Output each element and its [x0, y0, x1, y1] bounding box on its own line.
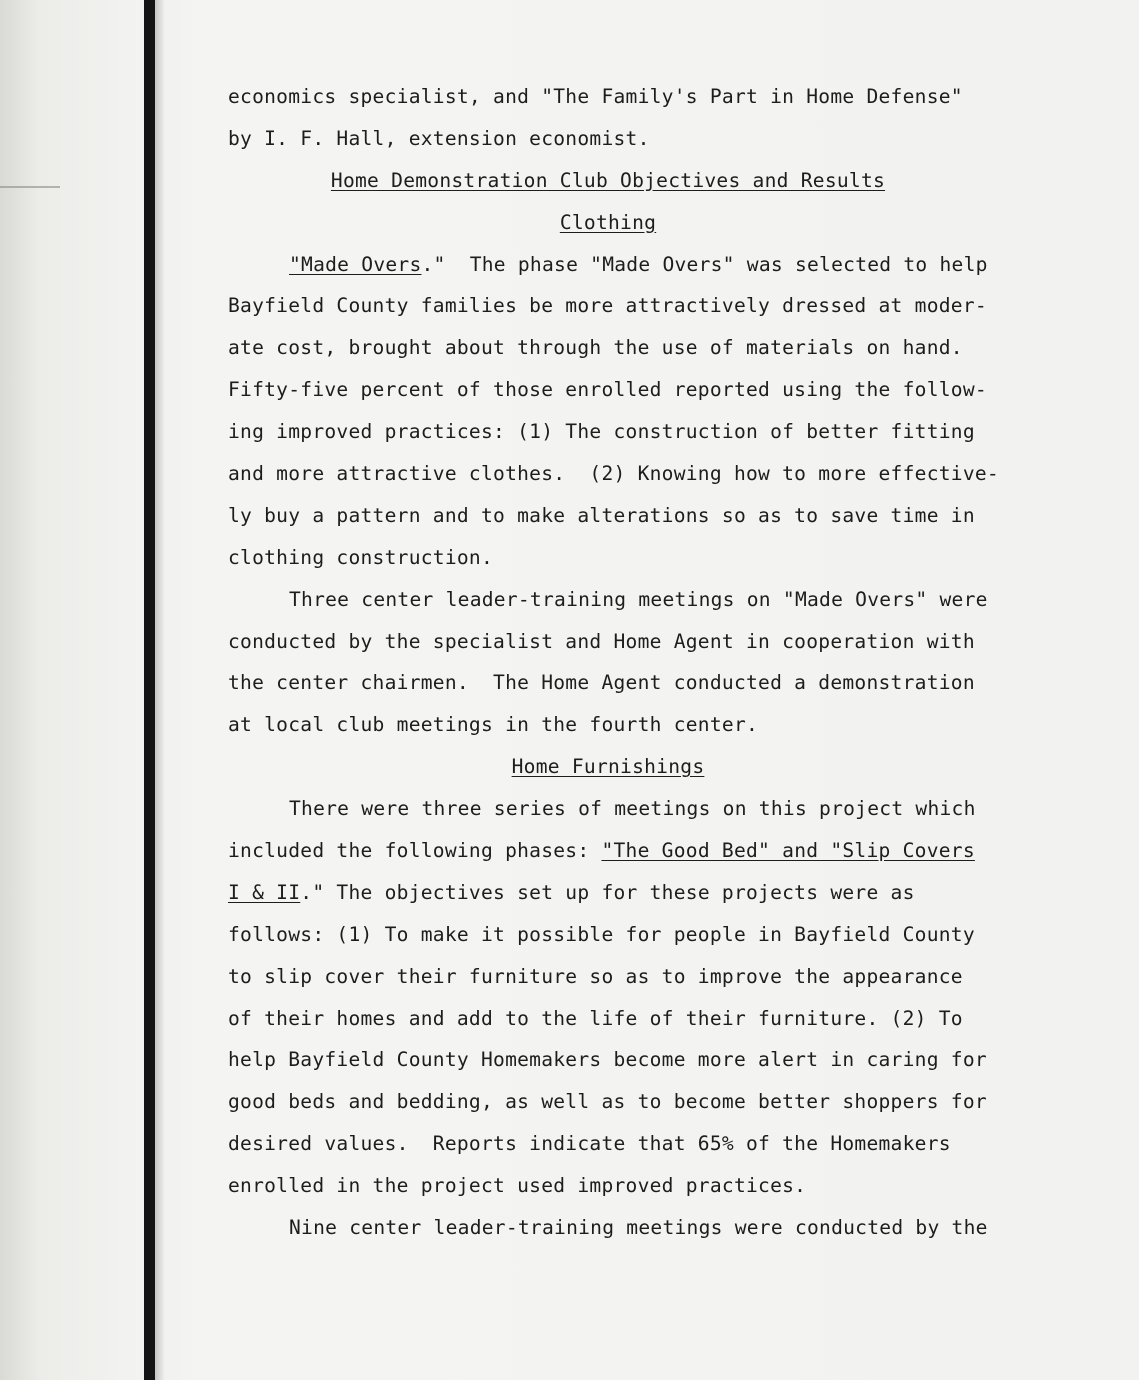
subsection-heading: [228, 202, 988, 244]
phase-names: "The Good Bed" and "Slip Covers: [601, 839, 975, 863]
paragraph-line: conducted by the specialist and Home Agent in cooperation with: [228, 629, 975, 653]
paragraph-line: [228, 830, 1038, 872]
paragraph-text: The phase "Made Overs" was selected to help: [445, 252, 988, 276]
paragraph-line: help Bayfield County Homemakers become more alert in caring for: [228, 1048, 987, 1072]
heading-clothing: Clothing: [559, 210, 657, 234]
text-line: economics specialist, and "The Family's Part in Home Defense": [228, 85, 963, 108]
paragraph-text: included the following phases:: [228, 839, 602, 863]
paragraph-line: [228, 244, 1038, 286]
heading-main: Home Demonstration Club Objectives and Results: [330, 168, 886, 192]
subsection-heading: [228, 746, 988, 788]
paragraph-line: Bayfield County families be more attractively dressed at moder-: [228, 294, 987, 318]
edge-mark: [0, 186, 60, 188]
paragraph-line: the center chairmen. The Home Agent conducted a demonstration: [228, 671, 975, 695]
made-overs-title: "Made Overs: [289, 252, 422, 276]
paragraph-line: and more attractive clothes. (2) Knowing how to more effective-: [228, 462, 999, 486]
section-heading: [228, 160, 988, 202]
paragraph-line: to slip cover their furniture so as to improve the appearance: [228, 964, 963, 988]
paragraph-line: clothing construction.: [228, 545, 494, 569]
paragraph-line: desired values. Reports indicate that 65% of the Homemakers: [228, 1132, 951, 1156]
paragraph-line: ing improved practices: (1) The construction of better fitting: [228, 420, 975, 444]
binding-shadow: [155, 0, 165, 1380]
paragraph-line: enrolled in the project used improved practices.: [228, 1174, 807, 1198]
binding-bar: [144, 0, 155, 1380]
paragraph-line: ate cost, brought about through the use of materials on hand.: [228, 336, 963, 360]
paragraph-line: Three center leader-training meetings on "Made Overs" were: [289, 587, 988, 611]
paragraph-line: Fifty-five percent of those enrolled reported using the follow-: [228, 378, 987, 402]
paragraph-line: of their homes and add to the life of their furniture. (2) To: [228, 1006, 963, 1030]
typed-text-block: [228, 76, 1038, 1249]
paragraph-line: follows: (1) To make it possible for people in Bayfield County: [228, 922, 975, 946]
paragraph-line: [228, 872, 1038, 914]
paragraph-line: good beds and bedding, as well as to become better shoppers for: [228, 1090, 987, 1114]
paragraph-line: Nine center leader-training meetings were conducted by the: [289, 1216, 988, 1240]
paragraph-line: at local club meetings in the fourth center.: [228, 713, 759, 737]
paragraph-text: ." The objectives set up for these projects were as: [300, 880, 915, 904]
text-line: by I. F. Hall, extension economist.: [228, 126, 650, 150]
paragraph-line: ly buy a pattern and to make alterations so as to save time in: [228, 503, 975, 527]
phase-names-end: I & II: [228, 880, 301, 904]
paragraph-line: There were three series of meetings on this project which: [289, 797, 976, 821]
heading-furnishings: Home Furnishings: [511, 755, 705, 779]
made-overs-title-end: .": [421, 252, 446, 276]
